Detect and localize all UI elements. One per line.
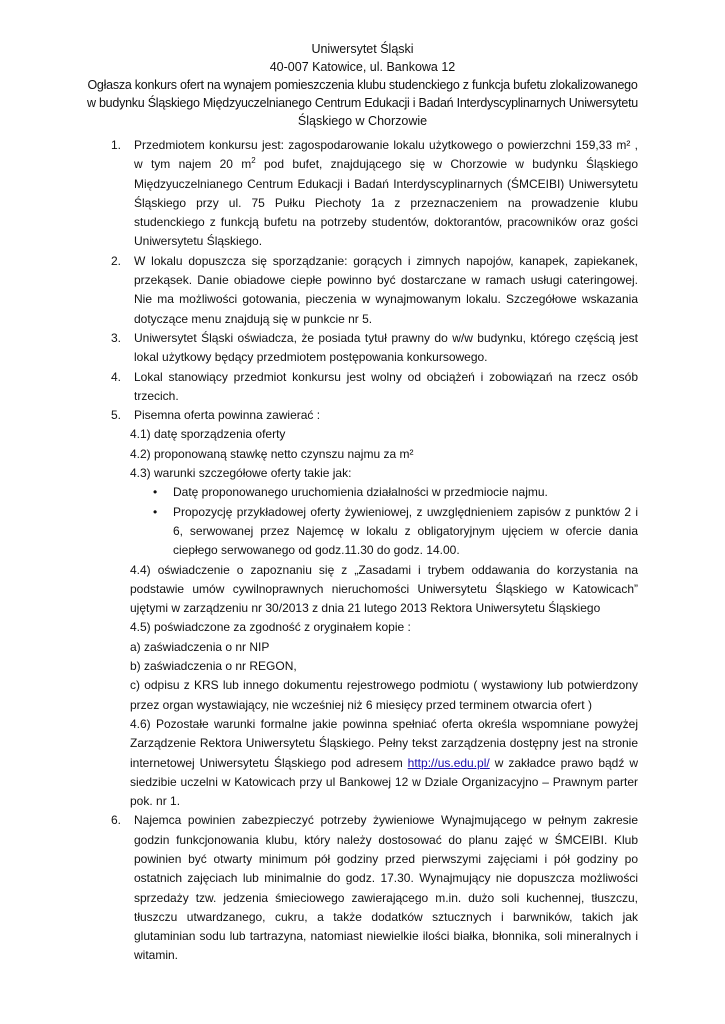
list-item [111,811,638,965]
document-body [0,136,725,966]
subpoint-4-5: 4.5) poświadczone za zgodność z oryginałem kopie : [130,620,411,635]
list-text-cont: pod bufet, znajdującego się w Chorzowie w budynku Śląskiego Międzyuczelnianego Centrum Edukacji i Badań Interdyscyplinarnych (ŚMCEIBI) Uniwersytetu Śląskiego przy ul. 75 Pułku Piechoty 1a z przeznaczeniem na prowadzenie klubu studenckiego z funkcją bufetu na potrzeby studentów, doktorantów, pracowników oraz gości Uniwersytetu Śląskiego. [134,157,638,249]
bullet-text: Propozycję przykładowej oferty żywieniowej, z uwzględnieniem zapisów z punktów 2 i 6, serwowanej przez Najemcę w lokalu z obligatoryjnym ujęciem w ofercie dania ciepłego serwowanego od godz.11.30 do godz. 14.00. [173,504,638,558]
document-header [60,40,665,130]
subpoint-c: c) odpisu z KRS lub innego dokumentu rejestrowego podmiotu ( wystawiony lub potwierdzony przez organ wystawiający, nie wcześniej niż 6 miesięcy przed terminem otwarcia ofert ) [130,678,638,712]
list-text: Lokal stanowiący przedmiot konkursu jest wolny od obciążeń i zobowiązań na rzecz osób trzecich. [134,369,638,403]
subpoint-4-1: 4.1) datę sporządzenia oferty [130,427,286,442]
announcement-title-line2: w budynku Śląskiego Międzyuczelnianego Centrum Edukacji i Badań Interdyscyplinarnych Uniwersytetu [86,96,639,110]
subpoint-4-2: 4.2) proponowaną stawkę netto czynszu najmu za m² [130,446,414,461]
bullet-item [153,483,638,502]
superscript: 2 [251,156,256,166]
list-number: 6. [111,813,122,828]
announcement-title-line1: Ogłasza konkurs ofert na wynajem pomieszczenia klubu studenckiego z funkcja bufetu zlokalizowanego [87,78,638,92]
list-item [111,368,638,407]
list-text: W lokalu dopuszcza się sporządzanie: gorących i zimnych napojów, kanapek, zapiekanek, przekąsek. Danie obiadowe ciepłe powinno być dostarczane w ramach usługi cateringowej. Nie ma możliwości gotowania, pieczenia w wynajmowanym lokalu. Szczegółowe wskazania dotyczące menu znajdują się w punkcie nr 5. [134,253,638,326]
bullet-text: Datę proponowanego uruchomienia działalności w przedmiocie najmu. [173,485,548,500]
subpoint-4-6-text: 4.6) Pozostałe warunki formalne jakie powinna spełniać oferta określa wspomniane powyżej Zarządzenie Rektora Uniwersytetu Śląskiego. Pełny tekst zarządzenia dostępny jest na stronie internetowej Uniwersytetu Śląskiego pod adresem [130,716,638,770]
subpoint-b: b) zaświadczenia o nr REGON, [130,659,297,674]
list-number: 3. [111,330,122,345]
subpoint-4-6-text-cont: w zakładce prawo bądź w siedzibie uczelni w Katowicach przy ul Bankowej 12 w Dziale Organizacyjno – Prawnym parter pok. nr 1. [130,755,638,809]
list-item [111,329,638,368]
list-item [111,252,638,329]
list-number: 4. [111,369,122,384]
list-item [111,136,638,252]
announcement-title-line3: Śląskiego w Chorzowie [297,114,428,128]
university-address: 40-007 Katowice, ul. Bankowa 12 [269,60,456,74]
bullet-item [153,503,638,561]
list-number: 2. [111,253,122,268]
list-text: Przedmiotem konkursu jest: zagospodarowanie lokalu użytkowego o powierzchni 159,33 m² , w tym najem 20 m [134,138,638,172]
list-text: Pisemna oferta powinna zawierać : [134,408,321,423]
bullet-icon: • [153,485,158,500]
subpoint-4-3: 4.3) warunki szczegółowe oferty takie jak: [130,466,352,481]
bullet-icon: • [153,504,158,519]
university-name: Uniwersytet Śląski [311,42,414,56]
list-number: 1. [111,138,122,152]
subpoint-4-4: 4.4) oświadczenie o zapoznaniu się z „Zasadami i trybem oddawania do korzystania na podstawie umów cywilnoprawnych nieruchomości Uniwersytetu Śląskiego w Katowicach” ujętymi w zarządzeniu nr 30/2013 z dnia 21 lutego 2013 Rektora Uniwersytetu Śląskiego [130,562,638,616]
list-text: Najemca powinien zabezpieczyć potrzeby żywieniowe Wynajmującego w pełnym zakresie godzin funkcjonowania klubu, który należy dostosować do planu zajęć w ŚMCEIBI. Klub powinien być otwarty minimum pół godziny przed pierwszymi zajęciami i pół godziny po ostatnich zajęciach lub minimalnie do godz. 17.30. Wynajmujący nie dopuszcza możliwości sprzedaży tzw. jedzenia śmieciowego zawierającego m.in. dużo soli kuchennej, tłuszczu, tłuszczu utwardzanego, cukru, a także dodatków sztucznych i barwników, takich jak glutaminian sodu lub tartrazyna, natomiast niewielkie ilości białka, błonnika, soli mineralnych i witamin. [134,813,638,963]
subpoint-a: a) zaświadczenia o nr NIP [130,639,270,654]
subpoint-4-6 [130,715,638,811]
list-number: 5. [111,408,122,423]
list-item [111,406,638,425]
list-text: Uniwersytet Śląski oświadcza, że posiada tytuł prawny do w/w budynku, którego częścią jest lokal użytkowy będący przedmiotem postępowania konkursowego. [134,330,638,365]
university-website-link[interactable]: http://us.edu.pl/ [407,755,490,770]
